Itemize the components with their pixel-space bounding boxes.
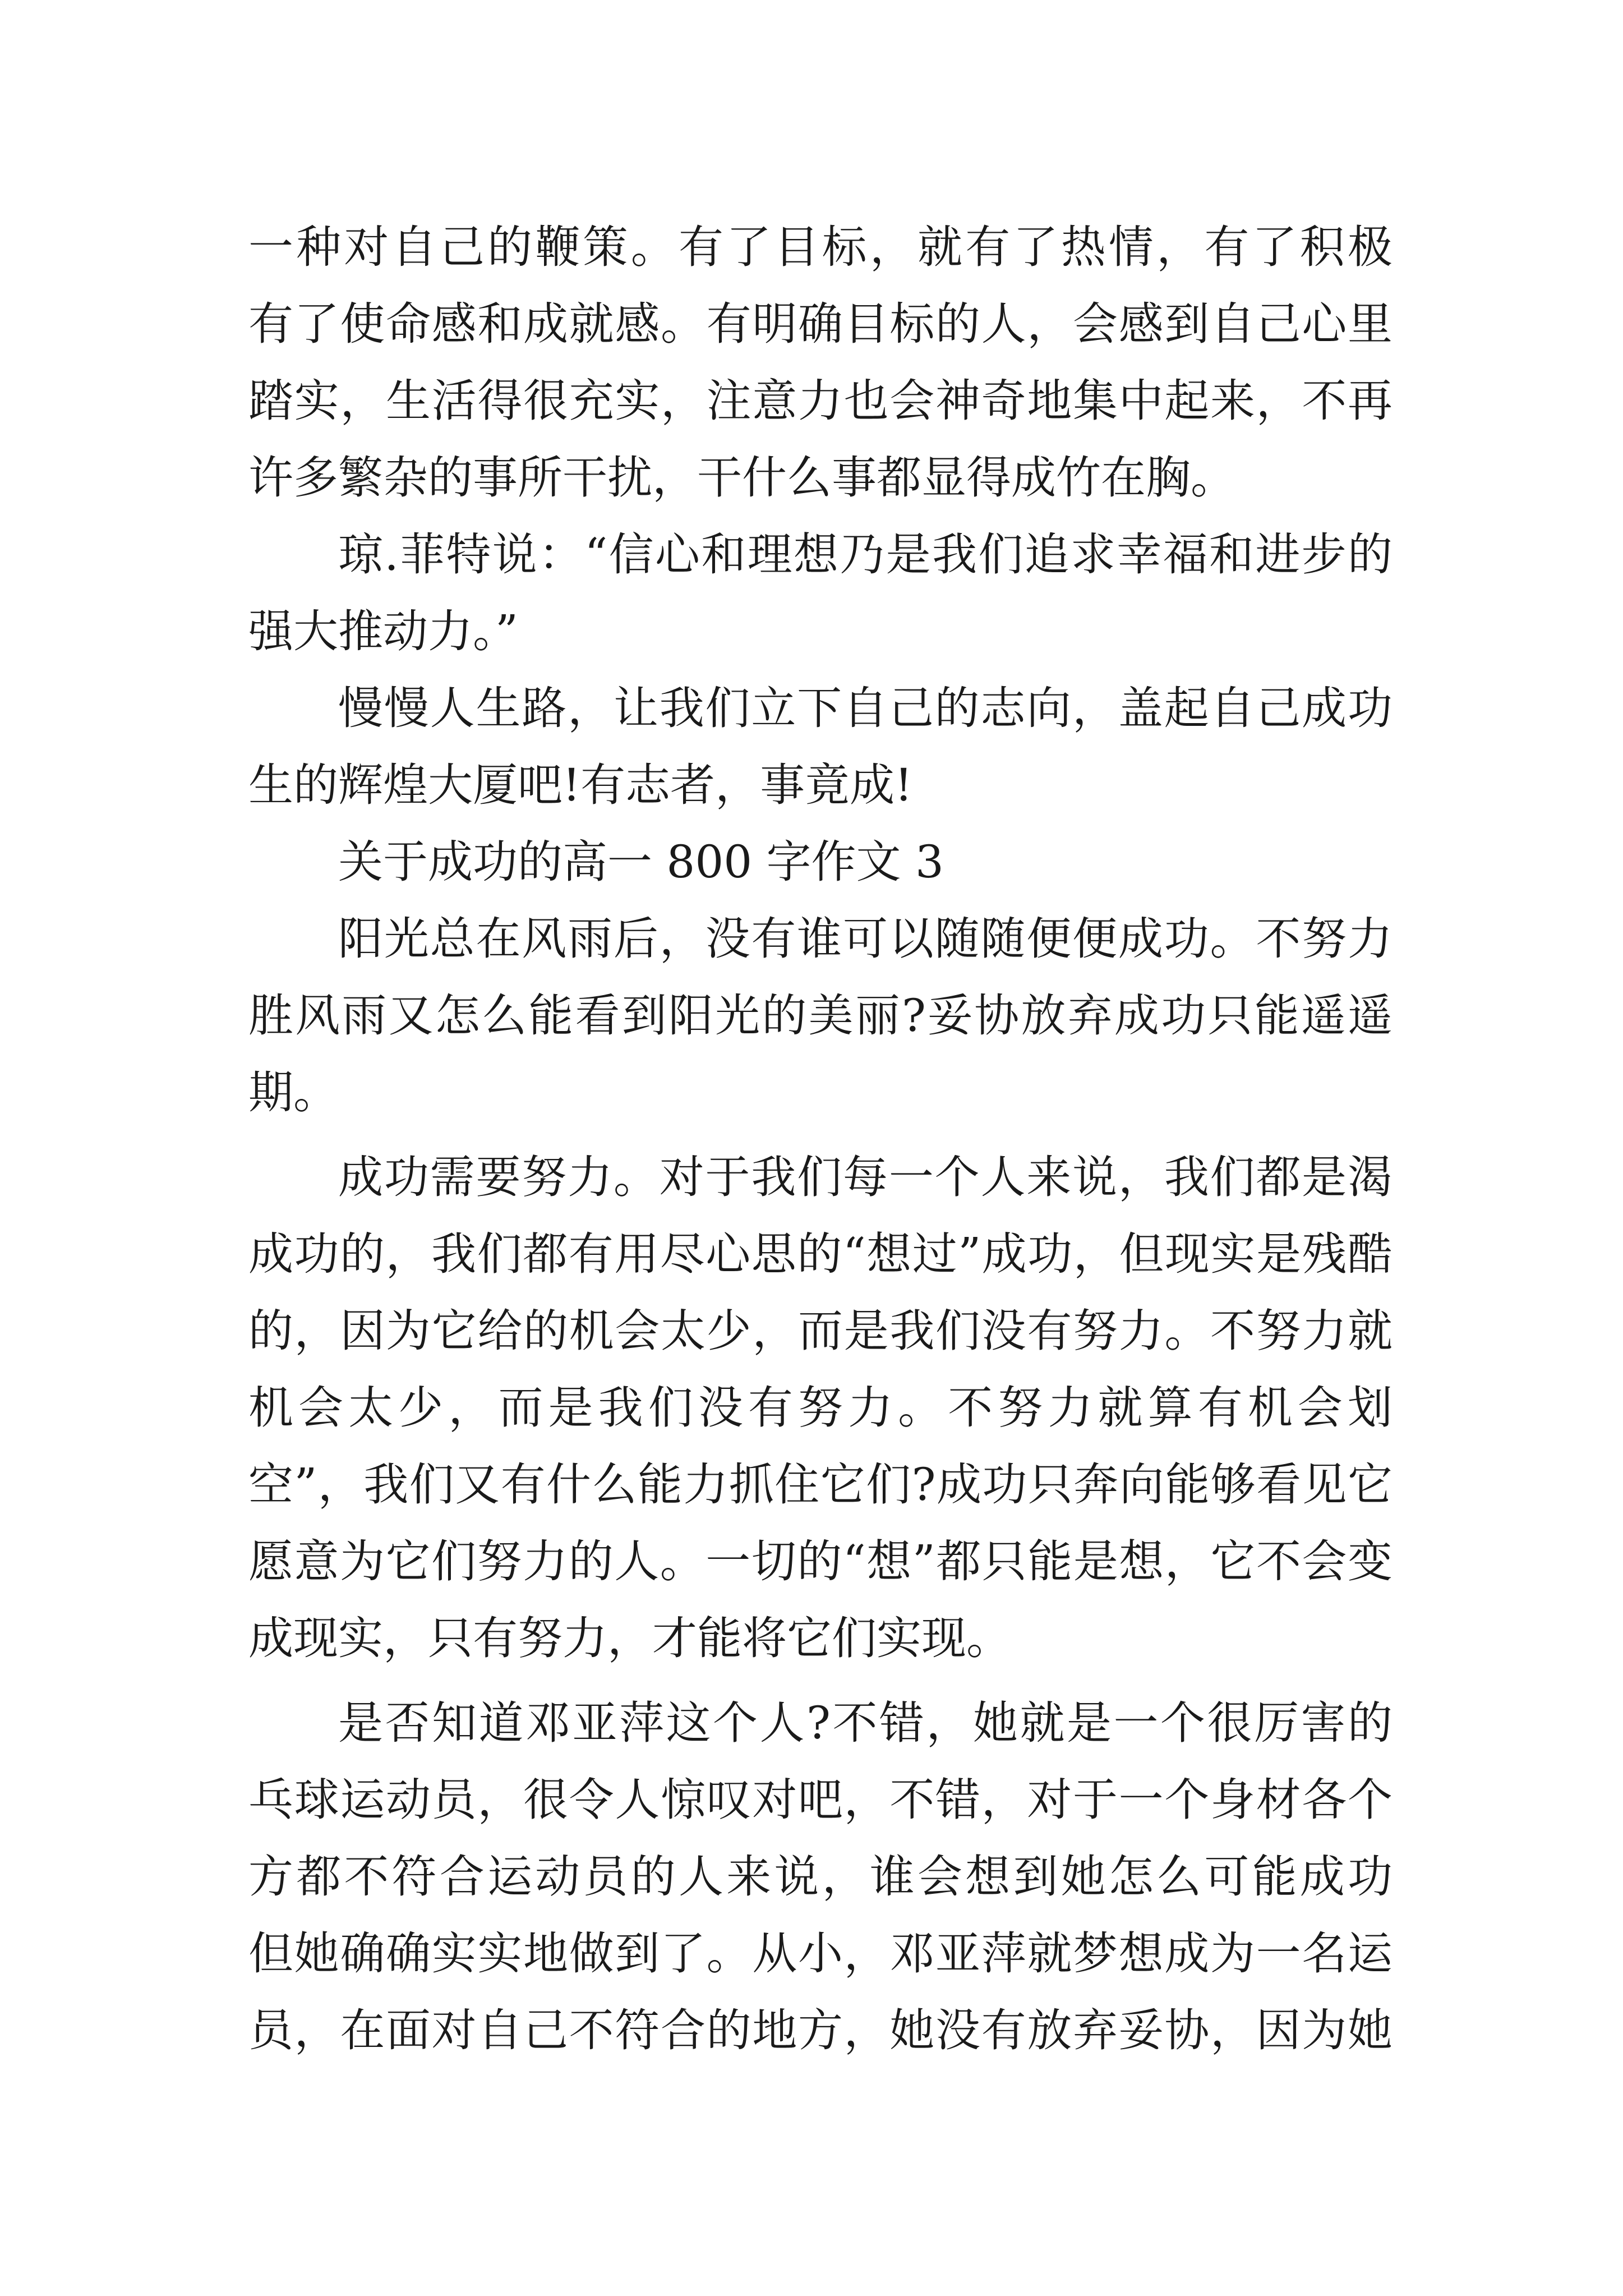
text-line: 乓球运动员，很令人惊叹对吧，不错，对于一个身材各个 xyxy=(248,1774,1393,1826)
text-line: 方都不符合运动员的人来说，谁会想到她怎么可能成功 xyxy=(248,1851,1393,1903)
text-line: 机会太少，而是我们没有努力。不努力就算有机会划 xyxy=(248,1382,1393,1434)
text-line: 许多繁杂的事所干扰，干什么事都显得成竹在胸。 xyxy=(248,452,1235,504)
text-line: 阳光总在风雨后，没有谁可以随随便便成功。不努力 xyxy=(338,913,1393,965)
text-line: 是否知道邓亚萍这个人?不错，她就是一个很厉害的 xyxy=(338,1697,1393,1749)
text-line: 愿意为它们努力的人。一切的“想”都只能是想，它不会变 xyxy=(248,1535,1393,1588)
text-line: 胜风雨又怎么能看到阳光的美丽?妥协放弃成功只能遥遥 xyxy=(248,990,1393,1042)
text-line: 员，在面对自己不符合的地方，她没有放弃妥协，因为她 xyxy=(248,2004,1393,2056)
text-line: 踏实，生活得很充实，注意力也会神奇地集中起来，不再 xyxy=(248,375,1393,427)
text-line: 的，因为它给的机会太少，而是我们没有努力。不努力就 xyxy=(248,1305,1393,1357)
text-line: 成功需要努力。对于我们每一个人来说，我们都是渴 xyxy=(338,1151,1393,1203)
text-line: 空”，我们又有什么能力抓住它们?成功只奔向能够看见它 xyxy=(248,1458,1393,1511)
text-line: 有了使命感和成就感。有明确目标的人，会感到自己心里 xyxy=(248,298,1393,350)
text-line: 一种对自己的鞭策。有了目标，就有了热情，有了积极 xyxy=(248,221,1393,273)
text-line: 慢慢人生路，让我们立下自己的志向，盖起自己成功 xyxy=(338,682,1393,734)
text-line: 但她确确实实地做到了。从小，邓亚萍就梦想成为一名运 xyxy=(248,1927,1393,1980)
text-line: 成现实，只有努力，才能将它们实现。 xyxy=(248,1612,1011,1664)
text-line: 生的辉煌大厦吧!有志者，事竟成! xyxy=(248,759,913,811)
text-line: 琼.菲特说：“信心和理想乃是我们追求幸福和进步的 xyxy=(338,528,1393,581)
text-line: 期。 xyxy=(248,1066,338,1119)
essay-body xyxy=(248,209,1393,2069)
text-line: 强大推动力。” xyxy=(248,605,518,657)
text-line: 成功的，我们都有用尽心思的“想过”成功，但现实是残酷 xyxy=(248,1228,1393,1280)
section-heading: 关于成功的高一 800 字作文 3 xyxy=(338,836,944,888)
